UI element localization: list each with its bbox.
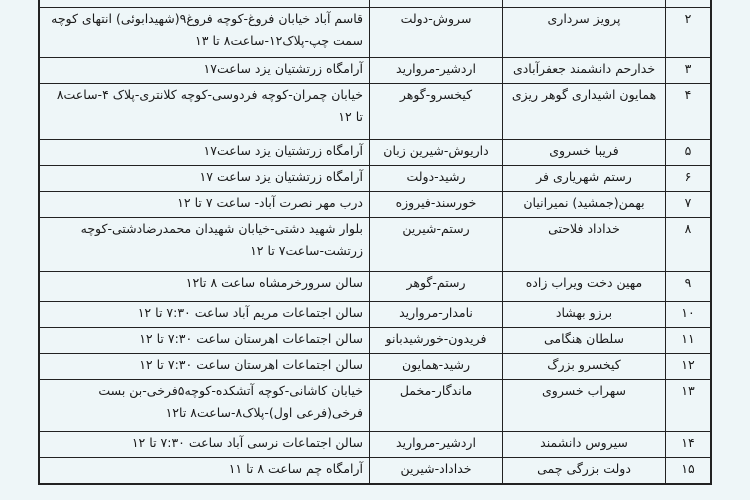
row-number: ۹ (666, 272, 711, 302)
ceremony-place-time: سالن سرورخرمشاه ساعت ۸ تا۱۲ (40, 272, 370, 302)
parents-names: داریوش-شیرین زبان (370, 140, 503, 166)
deceased-name: دولت بزرگی چمی (503, 458, 666, 484)
deceased-name (503, 0, 666, 8)
table-row (40, 380, 711, 432)
row-number: ۵ (666, 140, 711, 166)
parents-names: خداداد-شیرین (370, 458, 503, 484)
table-row (40, 458, 711, 484)
parents-names: فریدون-خورشیدبانو (370, 328, 503, 354)
deceased-name: خدارحم دانشمند جعفرآبادی (503, 58, 666, 84)
deceased-name: بهمن(جمشید) نمیرانیان (503, 192, 666, 218)
deceased-name: پرویز سرداری (503, 8, 666, 58)
ceremony-place-time: درب مهر نصرت آباد- ساعت ۷ تا ۱۲ (40, 192, 370, 218)
table-body (40, 0, 711, 484)
table-row (40, 432, 711, 458)
deceased-name: سهراب خسروی (503, 380, 666, 432)
deceased-name: کیخسرو بزرگ (503, 354, 666, 380)
memorial-schedule-table (38, 0, 712, 485)
deceased-name: همایون اشیداری گوهر ریزی (503, 84, 666, 140)
deceased-name: سلطان هنگامی (503, 328, 666, 354)
ceremony-place-time: سالن اجتماعات اهرستان ساعت ۷:۳۰ تا ۱۲ (40, 328, 370, 354)
ceremony-place-time: بلوار شهید دشتی-خیابان شهیدان محمدرضادشتی-کوچه زرتشت-ساعت۷ تا ۱۲ (40, 218, 370, 272)
parents-names: ماندگار-مخمل (370, 380, 503, 432)
ceremony-place-time: قاسم آباد خیابان فروغ-کوچه فروغ۹(شهیدابوئی) انتهای کوچه سمت چپ-پلاک۱۲-ساعت۸ تا ۱۳ (40, 8, 370, 58)
parents-names: اردشیر-مروارید (370, 58, 503, 84)
parents-names: رستم-شیرین (370, 218, 503, 272)
ceremony-place-time: خیابان کاشانی-کوچه آتشکده-کوچه۵فرخی-بن بست فرخی(فرعی اول)-پلاک۸-ساعت۸ تا۱۲ (40, 380, 370, 432)
deceased-name: خداداد فلاحتی (503, 218, 666, 272)
table-row (40, 328, 711, 354)
table-row (40, 140, 711, 166)
ceremony-place-time: آرامگاه چم ساعت ۸ تا ۱۱ (40, 458, 370, 484)
ceremony-place-time: خیابان چمران-کوچه فردوسی-کوچه کلانتری-پلاک ۴-ساعت۸ تا ۱۲ (40, 84, 370, 140)
ceremony-place-time: سالن اجتماعات نرسی آباد ساعت ۷:۳۰ تا ۱۲ (40, 432, 370, 458)
row-number: ۱۵ (666, 458, 711, 484)
table-row (40, 8, 711, 58)
parents-names: سروش-دولت (370, 8, 503, 58)
table-row (40, 354, 711, 380)
row-number: ۱۰ (666, 302, 711, 328)
table-row (40, 166, 711, 192)
table-row (40, 0, 711, 8)
parents-names: نامدار-مروارید (370, 302, 503, 328)
parents-names: کیخسرو-گوهر (370, 84, 503, 140)
table-row (40, 218, 711, 272)
parents-names: رشید-دولت (370, 166, 503, 192)
parents-names: اردشیر-مروارید (370, 432, 503, 458)
table-row (40, 84, 711, 140)
schedule-table (39, 0, 711, 484)
parents-names: رستم-گوهر (370, 272, 503, 302)
ceremony-place-time: آرامگاه زرتشتیان یزد ساعت۱۷ (40, 58, 370, 84)
ceremony-place-time: سالن اجتماعات مریم آباد ساعت ۷:۳۰ تا ۱۲ (40, 302, 370, 328)
row-number: ۲ (666, 8, 711, 58)
row-number: ۴ (666, 84, 711, 140)
row-number: ۱۳ (666, 380, 711, 432)
parents-names: رشید-همایون (370, 354, 503, 380)
table-row (40, 58, 711, 84)
table-row (40, 192, 711, 218)
row-number: ۷ (666, 192, 711, 218)
row-number: ۱۴ (666, 432, 711, 458)
deceased-name: رستم شهریاری فر (503, 166, 666, 192)
parents-names (370, 0, 503, 8)
row-number: ۱۲ (666, 354, 711, 380)
ceremony-place-time (40, 0, 370, 8)
ceremony-place-time: آرامگاه زرتشتیان یزد ساعت۱۷ (40, 140, 370, 166)
table-row (40, 272, 711, 302)
deceased-name: سیروس دانشمند (503, 432, 666, 458)
deceased-name: برزو بهشاد (503, 302, 666, 328)
row-number: ۳ (666, 58, 711, 84)
row-number (666, 0, 711, 8)
deceased-name: فریبا خسروی (503, 140, 666, 166)
ceremony-place-time: سالن اجتماعات اهرستان ساعت ۷:۳۰ تا ۱۲ (40, 354, 370, 380)
parents-names: خورسند-فیروزه (370, 192, 503, 218)
deceased-name: مهین دخت ویراب زاده (503, 272, 666, 302)
ceremony-place-time: آرامگاه زرتشتیان یزد ساعت ۱۷ (40, 166, 370, 192)
row-number: ۱۱ (666, 328, 711, 354)
row-number: ۸ (666, 218, 711, 272)
row-number: ۶ (666, 166, 711, 192)
table-row (40, 302, 711, 328)
